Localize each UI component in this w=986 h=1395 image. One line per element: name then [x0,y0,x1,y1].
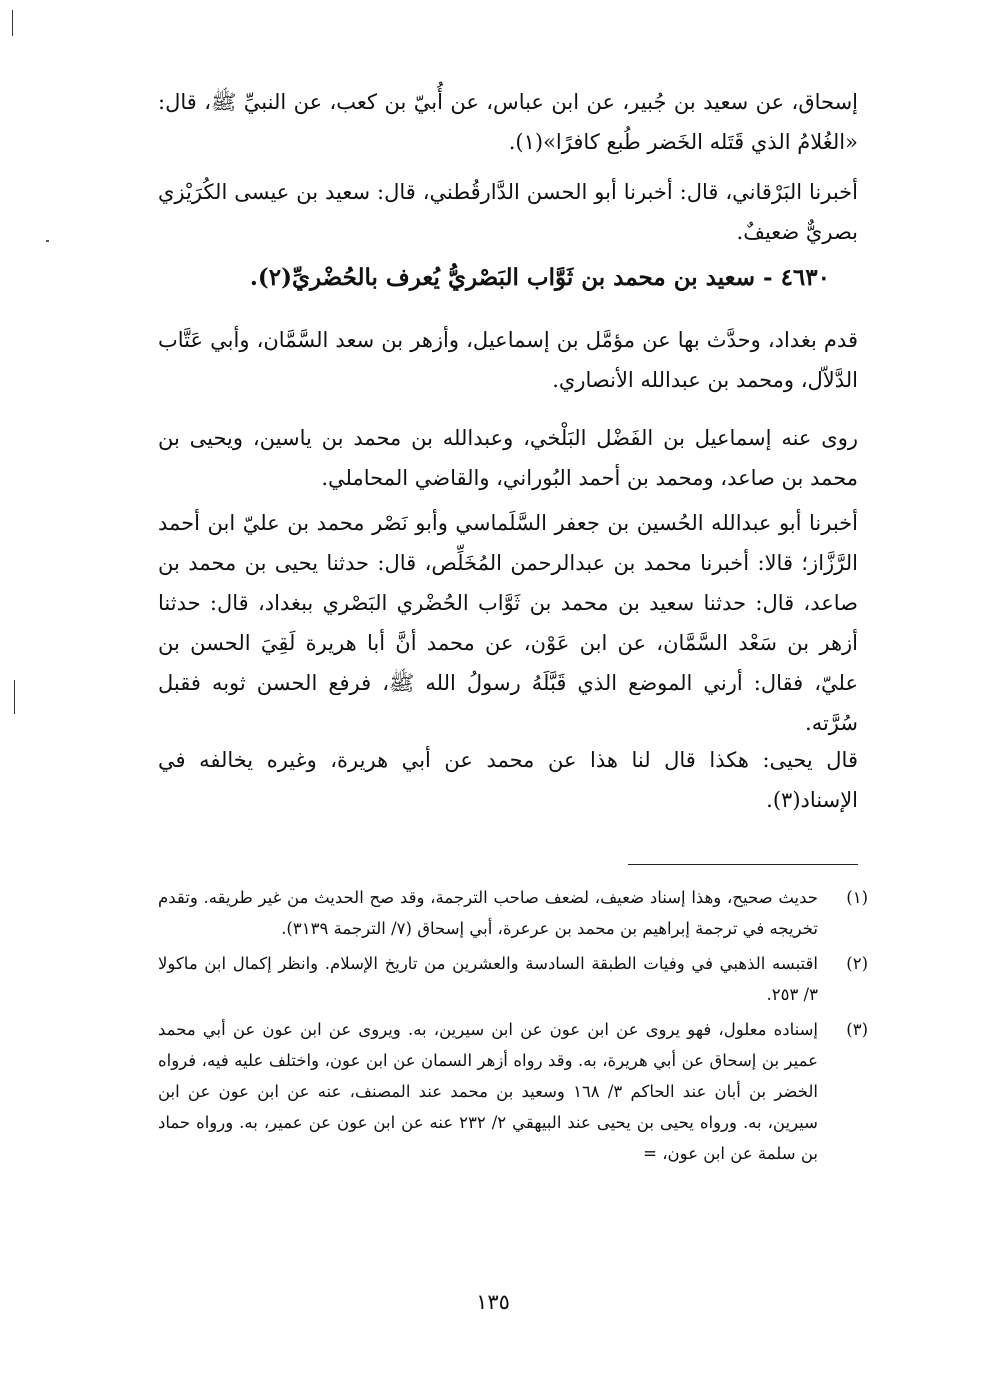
main-text-block [158,172,858,252]
scan-margin-mark [12,10,13,36]
footnote-number: (٣) [846,1020,868,1039]
footnote-number: (٢) [846,954,868,973]
paragraph: قدم بغداد، وحدَّث بها عن مؤمَّل بن إسماعيل، وأزهر بن سعد السَّمَّان، وأبي عَتَّاب الدَّلاّل، ومحمد بن عبدالله الأنصاري. [158,328,858,392]
footnote-text: حديث صحيح، وهذا إسناد ضعيف، لضعف صاحب الترجمة، وقد صح الحديث من غير طريقه. وتقدم تخريجه في ترجمة إبراهيم بن محمد بن عرعرة، أبي إسحاق (٧/ الترجمة ٣١٣٩). [158,888,818,938]
footnote [158,1014,868,1169]
paragraph: قال يحيى: هكذا قال لنا هذا عن محمد عن أبي هريرة، وغيره يخالفه في الإسناد(٣). [158,748,858,812]
footnotes-section [158,882,868,1173]
footnote-separator [628,864,858,865]
footnote-number: (١) [846,888,868,907]
main-text-block [158,503,858,743]
paragraph: أخبرنا البَرْقاني، قال: أخبرنا أبو الحسن الدَّارقُطني، قال: سعيد بن عيسى الكُرَيْزي بصريٌّ ضعيفٌ. [158,180,858,244]
footnote [158,948,868,1010]
main-text-block [158,82,858,162]
paragraph: روى عنه إسماعيل بن الفَضْل البَلْخي، وعبدالله بن محمد بن ياسين، ويحيى بن محمد بن صاعد، ومحمد بن أحمد البُوراني، والقاضي المحاملي. [158,426,858,490]
main-text-block [158,740,858,820]
scan-speck [46,240,49,242]
scan-margin-mark [14,680,15,714]
main-text-block [158,418,858,498]
footnote [158,882,868,944]
page-number: ١٣٥ [476,1290,510,1314]
entry-heading: ٤٦٣٠ - سعيد بن محمد بن ثَوَّاب البَصْريُّ يُعرف بالحُضْريِّ(٢). [249,264,830,291]
paragraph: أخبرنا أبو عبدالله الحُسين بن جعفر السَّلَماسي وأبو نَصْر محمد بن عليّ ابن أحمد الرَّزَّاز؛ قالا: أخبرنا محمد بن عبدالرحمن المُخَلِّص، قال: حدثنا يحيى بن محمد بن صاعد، قال: حدثنا سعيد بن محمد بن ثَوَّاب الحُضْري البَصْري ببغداد، قال: حدثنا أزهر بن سَعْد السَّمَّان، عن ابن عَوْن، عن محمد أنَّ أبا هريرة لَقِيَ الحسن بن عليّ، فقال: أرني الموضع الذي قَبَّلَهُ رسولُ الله ﷺ، فرفع الحسن ثوبه فقبل سُرَّته. [158,511,858,735]
entry-heading-block [158,258,858,298]
paragraph: إسحاق، عن سعيد بن جُبير، عن ابن عباس، عن أُبيّ بن كعب، عن النبيِّ ﷺ، قال: «الغُلامُ الذي قَتَله الخَضر طُبع كافرًا»(١). [158,90,858,154]
main-text-block [158,320,858,400]
footnote-text: اقتبسه الذهبي في وفيات الطبقة السادسة والعشرين من تاريخ الإسلام. وانظر إكمال ابن ماكولا ٣/ ٢٥٣. [158,954,818,1004]
footnote-text: إسناده معلول، فهو يروى عن ابن عون عن ابن سيرين، به. ويروى عن ابن عون عن أبي محمد عمير بن إسحاق عن أبي هريرة، به. وقد رواه أزهر السمان عن ابن عون، واختلف عليه فيه، فرواه الخضر بن أبان عند الحاكم ٣/ ١٦٨ وسعيد بن محمد عند المصنف، عنه عن ابن عون عن ابن سيرين، به. ورواه يحيى بن يحيى عند البيهقي ٢/ ٢٣٢ عنه عن ابن عون عن عمير، به. ورواه حماد بن سلمة عن ابن عون، = [158,1020,818,1163]
